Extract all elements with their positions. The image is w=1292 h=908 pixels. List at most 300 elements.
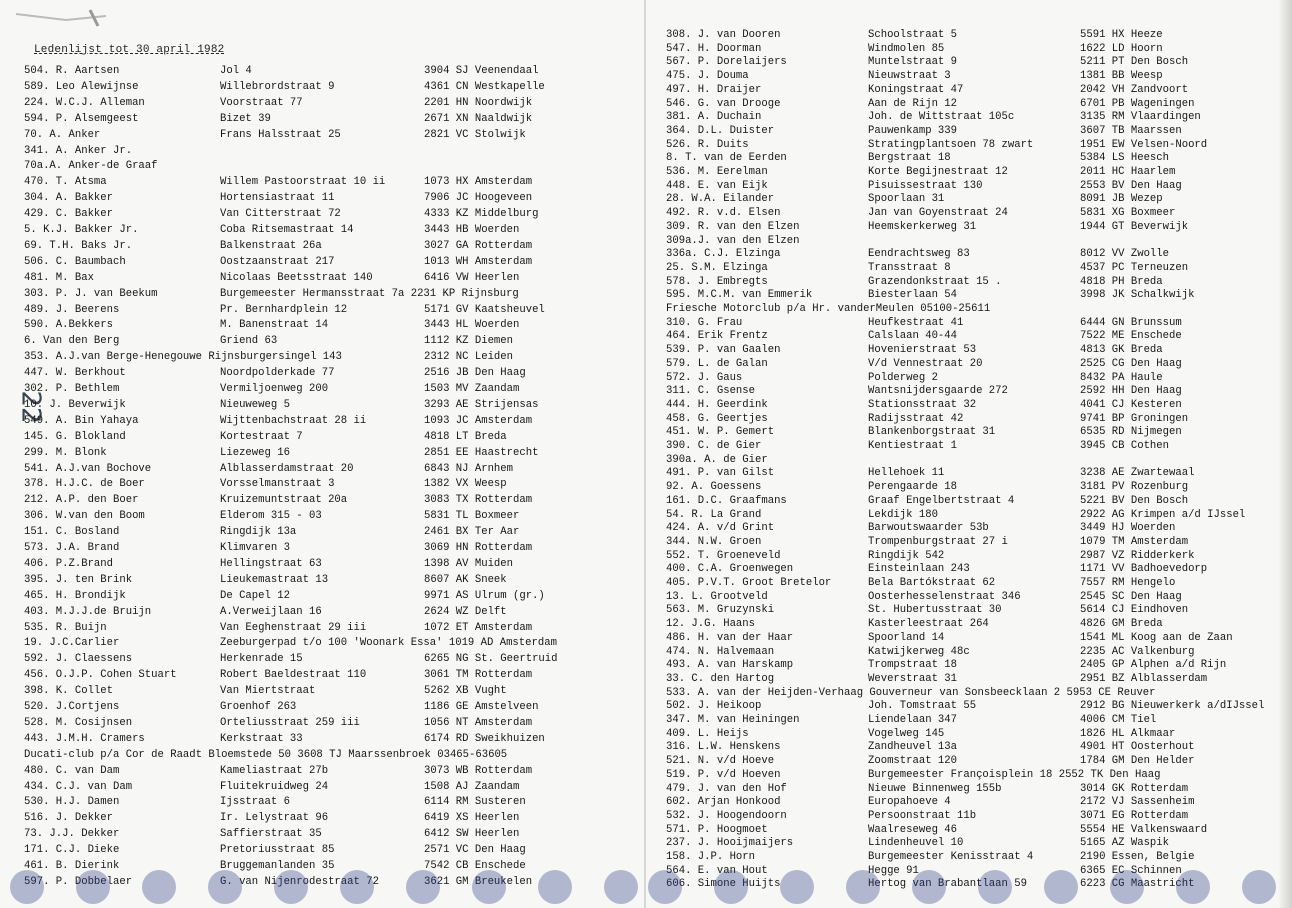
member-postcode-city: 2190 Essen, Belgie: [1080, 851, 1195, 863]
member-address: Hellingstraat 63: [220, 557, 322, 570]
member-row: [0, 477, 646, 491]
member-address: Windmolen 85: [868, 42, 945, 55]
member-row: [0, 128, 646, 142]
member-address: Willebrordstraat 9: [220, 80, 335, 93]
member-address: Pauwenkamp 339: [868, 124, 958, 137]
member-address: Griend 63: [220, 335, 278, 348]
member-row: [0, 144, 646, 158]
member-row: [0, 207, 646, 221]
member-row: [646, 371, 1292, 385]
member-postcode-city: 7542 CB Enschede: [424, 860, 526, 872]
member-row: [646, 795, 1292, 809]
member-name: 519. P. v/d Hoeven: [666, 768, 781, 781]
member-row: [0, 318, 646, 332]
member-row: [646, 850, 1292, 864]
member-row: [0, 223, 646, 237]
member-postcode-city: 1826 HL Alkmaar: [1080, 727, 1176, 740]
member-postcode-city: 2912 BG Nieuwerkerk a/dIJssel: [1080, 700, 1265, 713]
member-postcode-city: 2461 BX Ter Aar: [424, 526, 520, 539]
member-address: Zeeburgerpad t/o 100 'Woonark Essa' 1019 AD Amsterdam: [220, 637, 557, 650]
member-row: [646, 302, 1292, 316]
member-address: Robert Baeldestraat 110: [220, 669, 367, 682]
member-row: [0, 430, 646, 444]
member-postcode-city: 2624 WZ Delft: [424, 605, 507, 618]
member-postcode-city: 3621 GM Breukelen: [424, 875, 533, 888]
member-postcode-city: 5221 BV Den Bosch: [1080, 494, 1189, 507]
member-name: 546. G. van Drooge: [666, 97, 781, 110]
member-address: Heufkestraat 41: [868, 316, 964, 329]
member-name: 306. W.van den Boom: [24, 510, 145, 523]
member-name: 520. J.Cortjens: [24, 701, 120, 713]
member-postcode-city: 8432 PA Haule: [1080, 371, 1163, 384]
member-address: Kasterleestraat 264: [868, 618, 989, 631]
member-row: [646, 617, 1292, 631]
member-row: [0, 668, 646, 682]
punch-hole: [846, 870, 880, 904]
member-address: Grazendonkstraat 15 .: [868, 275, 1002, 288]
member-name: 28. W.A. Eilander: [666, 193, 775, 206]
member-address: Waalreseweg 46: [868, 823, 958, 836]
member-address: Lieukemastraat 13: [220, 573, 329, 586]
member-row: [646, 658, 1292, 672]
member-row: [646, 151, 1292, 165]
member-address: Schoolstraat 5: [868, 29, 958, 41]
member-postcode-city: 2987 VZ Ridderkerk: [1080, 549, 1195, 562]
member-row: [0, 271, 646, 285]
member-postcode-city: 5831 XG Boxmeer: [1080, 207, 1176, 220]
punch-hole: [912, 870, 946, 904]
member-address: Pr. Bernhardplein 12: [220, 303, 348, 316]
member-postcode-city: 2671 XN Naaldwijk: [424, 112, 533, 125]
member-row: [646, 727, 1292, 741]
member-name: 409. L. Heijs: [666, 727, 749, 740]
member-address: Burgemeester Kenisstraat 4: [868, 851, 1034, 863]
member-name: 161. D.C. Graafmans: [666, 494, 787, 507]
member-postcode-city: 6535 RD Nijmegen: [1080, 426, 1182, 439]
member-address: Elderom 315 - 03: [220, 510, 322, 523]
member-address: Van Eeghenstraat 29 iii: [220, 621, 367, 634]
member-row: [0, 350, 646, 364]
member-address: Pisuissestraat 130: [868, 179, 983, 192]
member-name: 443. J.M.H. Cramers: [24, 732, 145, 745]
member-name: 398. K. Collet: [24, 685, 114, 698]
member-row: [646, 206, 1292, 220]
member-address: Jol 4: [220, 65, 252, 77]
member-row: [646, 549, 1292, 563]
member-row: [0, 96, 646, 110]
member-row: [646, 179, 1292, 193]
punch-hole: [1242, 870, 1276, 904]
member-address: St. Hubertusstraat 30: [868, 604, 1002, 617]
member-postcode-city: 1541 ML Koog aan de Zaan: [1080, 631, 1233, 644]
member-postcode-city: 1072 ET Amsterdam: [424, 621, 533, 634]
member-name: 73. J.J. Dekker: [24, 828, 120, 841]
member-postcode-city: 2951 BZ Alblasserdam: [1080, 672, 1208, 685]
member-row: [0, 80, 646, 94]
member-postcode-city: 3449 HJ Woerden: [1080, 522, 1176, 535]
member-name: 70a.A. Anker-de Graaf: [24, 160, 158, 173]
member-name: 341. A. Anker Jr.: [24, 144, 133, 157]
member-address: Calslaan 40-44: [868, 330, 958, 343]
member-name: 497. H. Draijer: [666, 83, 762, 96]
member-row: [0, 287, 646, 301]
member-postcode-city: 6416 VW Heerlen: [424, 271, 520, 284]
member-row: [646, 343, 1292, 357]
member-address: Orteliusstraat 259 iii: [220, 716, 360, 729]
member-name: Ducati-club p/a Cor de Raadt Bloemstede 50 3608 TJ Maarssenbroek 03465-63605: [24, 748, 508, 761]
member-address: Wijttenbachstraat 28 ii: [220, 414, 367, 427]
member-postcode-city: 5211 PT Den Bosch: [1080, 56, 1189, 69]
member-name: 579. L. de Galan: [666, 357, 768, 370]
member-postcode-city: 1079 TM Amsterdam: [1080, 535, 1189, 548]
member-row: [646, 384, 1292, 398]
member-address: Nieuwe Binnenweg 155b: [868, 782, 1002, 795]
member-name: 70. A. Anker: [24, 128, 101, 141]
member-row: [646, 192, 1292, 206]
member-postcode-city: 5554 HE Valkenswaard: [1080, 823, 1208, 836]
punch-hole: [208, 870, 242, 904]
member-row: [0, 525, 646, 539]
member-row: [646, 69, 1292, 83]
member-address: Perengaarde 18: [868, 481, 958, 494]
member-postcode-city: 2571 VC Den Haag: [424, 844, 526, 857]
member-postcode-city: 1073 HX Amsterdam: [424, 176, 533, 189]
member-name: 590. A.Bekkers: [24, 319, 114, 332]
member-address: Kruizemuntstraat 20a: [220, 494, 348, 507]
member-address: Van Citterstraat 72: [220, 208, 341, 221]
member-name: 474. N. Halvemaan: [666, 645, 775, 658]
member-postcode-city: 3061 TM Rotterdam: [424, 669, 533, 682]
member-row: [646, 329, 1292, 343]
member-row: [0, 748, 646, 762]
member-name: 602. Arjan Honkood: [666, 796, 781, 809]
member-address: Weverstraat 31: [868, 672, 958, 685]
member-row: [646, 768, 1292, 782]
member-name: 311. C. Gsense: [666, 385, 756, 398]
member-postcode-city: 3607 TB Maarssen: [1080, 124, 1182, 137]
member-address: Barwoutswaarder 53b: [868, 522, 989, 535]
right-page: [646, 0, 1292, 908]
member-name: 458. G. Geertjes: [666, 412, 768, 425]
member-name: 526. R. Duits: [666, 138, 749, 151]
member-address: A.Verweijlaan 16: [220, 605, 322, 618]
punch-hole: [648, 870, 682, 904]
punch-hole: [406, 870, 440, 904]
member-address: Ringdijk 542: [868, 549, 945, 562]
member-postcode-city: 9971 AS Ulrum (gr.): [424, 589, 545, 602]
member-postcode-city: 2922 AG Krimpen a/d IJssel: [1080, 508, 1246, 521]
member-address: Einsteinlaan 243: [868, 563, 970, 576]
member-address: Vogelweg 145: [868, 727, 945, 740]
member-address: Europahoeve 4: [868, 796, 951, 809]
member-address: Wantsnijdersgaarde 272: [868, 385, 1008, 398]
member-row: [646, 261, 1292, 275]
member-name: 589. Leo Alewijnse: [24, 80, 139, 93]
punch-hole: [472, 870, 506, 904]
member-row: [646, 220, 1292, 234]
member-postcode-city: 2821 VC Stolwijk: [424, 128, 526, 141]
member-name: 504. R. Aartsen: [24, 65, 120, 77]
member-address: Spoorlaan 31: [868, 193, 945, 206]
member-postcode-city: 2545 SC Den Haag: [1080, 590, 1182, 603]
member-name: 567. P. Dorelaijers: [666, 56, 787, 69]
member-name: 395. J. ten Brink: [24, 573, 133, 586]
member-postcode-city: 4361 CN Westkapelle: [424, 80, 545, 93]
member-row: [0, 843, 646, 857]
member-address: Oostzaanstraat 217: [220, 255, 335, 268]
member-postcode-city: 5614 CJ Eindhoven: [1080, 604, 1189, 617]
member-postcode-city: 5262 XB Vught: [424, 685, 507, 698]
member-name: 464. Erik Frentz: [666, 330, 768, 343]
member-postcode-city: 4901 HT Oosterhout: [1080, 741, 1195, 754]
member-name: 516. J. Dekker: [24, 812, 114, 825]
member-row: [646, 645, 1292, 659]
member-postcode-city: 4041 CJ Kesteren: [1080, 398, 1182, 411]
member-name: 405. P.V.T. Groot Bretelor: [666, 577, 832, 589]
member-row: [646, 110, 1292, 124]
member-name: 381. A. Duchain: [666, 111, 762, 124]
member-postcode-city: 2525 CG Den Haag: [1080, 357, 1182, 370]
punch-hole: [76, 870, 110, 904]
member-address: M. Banenstraat 14: [220, 319, 329, 332]
member-postcode-city: 4818 PH Breda: [1080, 275, 1163, 288]
member-address: Spoorland 14: [868, 631, 945, 644]
member-address: Willem Pastoorstraat 10 ii: [220, 176, 386, 189]
member-row: [646, 453, 1292, 467]
member-name: 158. J.P. Horn: [666, 851, 756, 863]
member-address: Lekdijk 180: [868, 508, 938, 521]
member-name: 353. A.J.van Berge-Henegouwe Rijnsburgersingel 143: [24, 351, 342, 364]
member-postcode-city: 7906 JC Hoogeveen: [424, 192, 533, 205]
member-address: Frans Halsstraat 25: [220, 128, 341, 141]
member-row: [0, 780, 646, 794]
member-postcode-city: 5831 TL Boxmeer: [424, 510, 520, 523]
member-name: 336a. C.J. Elzinga: [666, 248, 781, 261]
member-address: Oosterhesselenstraat 346: [868, 590, 1021, 603]
member-address: Groenhof 263: [220, 701, 297, 713]
member-name: 533. A. van der Heijden-Verhaag Gouverneur van Sonsbeecklaan 2 5953 CE Reuver: [666, 686, 1156, 699]
member-address: Coba Ritsemastraat 14: [220, 224, 354, 236]
member-address: Graaf Engelbertstraat 4: [868, 494, 1015, 507]
member-postcode-city: 1186 GE Amstelveen: [424, 701, 539, 713]
member-name: 316. L.W. Henskens: [666, 741, 781, 754]
member-row: [0, 732, 646, 746]
member-address: Voorstraat 77: [220, 96, 303, 109]
member-address: Hellehoek 11: [868, 467, 945, 480]
member-row: [0, 112, 646, 126]
member-postcode-city: 1171 VV Badhoevedorp: [1080, 563, 1208, 576]
member-address: Nieuweweg 5: [220, 398, 290, 411]
member-name: 33. C. den Hartog: [666, 672, 775, 685]
member-address: Saffierstraat 35: [220, 828, 322, 841]
member-address: Katwijkerweg 48c: [868, 645, 970, 658]
member-postcode-city: 1503 MV Zaandam: [424, 383, 520, 395]
member-row: [0, 795, 646, 809]
member-name: 406. P.Z.Brand: [24, 557, 114, 570]
member-row: [0, 493, 646, 507]
member-postcode-city: 1622 LD Hoorn: [1080, 42, 1163, 55]
member-name: 597. P. Dobbelaer: [24, 875, 133, 888]
member-name: 403. M.J.J.de Bruijn: [24, 605, 152, 618]
member-postcode-city: 7522 ME Enschede: [1080, 330, 1182, 343]
punch-holes: [646, 870, 1292, 906]
member-row: [646, 124, 1292, 138]
member-row: [0, 303, 646, 317]
member-address: Transstraat 8: [868, 261, 951, 274]
member-address: Korte Begijnestraat 12: [868, 166, 1008, 178]
member-name: 6. Van den Berg: [24, 335, 120, 348]
member-row: [646, 138, 1292, 152]
member-postcode-city: 1951 EW Velsen-Noord: [1080, 138, 1208, 151]
member-address: Stratingplantsoen 78 zwart: [868, 138, 1034, 151]
punch-holes: [0, 870, 646, 906]
member-address: Persoonstraat 11b: [868, 809, 977, 822]
member-address: Nicolaas Beetsstraat 140: [220, 271, 373, 284]
member-address: Vorsselmanstraat 3: [220, 478, 335, 491]
member-postcode-city: 6365 EC Schinnen: [1080, 864, 1182, 877]
member-row: [646, 97, 1292, 111]
member-postcode-city: 6174 RD Sweikhuizen: [424, 732, 545, 745]
member-address: Hovenierstraat 53: [868, 344, 977, 357]
member-address: Aan de Rijn 12: [868, 97, 958, 110]
member-name: 303. P. J. van Beekum: [24, 287, 158, 300]
member-row: [0, 446, 646, 460]
member-row: [0, 382, 646, 396]
member-row: [646, 55, 1292, 69]
member-row: [646, 631, 1292, 645]
member-row: [646, 42, 1292, 56]
member-postcode-city: 1508 AJ Zaandam: [424, 780, 520, 793]
member-name: 400. C.A. Groenwegen: [666, 563, 794, 576]
member-row: [646, 535, 1292, 549]
member-postcode-city: 8091 JB Wezep: [1080, 193, 1163, 206]
member-address: Koningstraat 47: [868, 83, 964, 96]
member-address: Stationsstraat 32: [868, 398, 977, 411]
member-name: 578. J. Embregts: [666, 275, 768, 288]
member-row: [646, 713, 1292, 727]
member-row: [646, 275, 1292, 289]
member-postcode-city: 1398 AV Muiden: [424, 557, 514, 570]
member-address: Ijsstraat 6: [220, 796, 290, 809]
member-address: Joh. Tomstraat 55: [868, 700, 977, 713]
member-name: 451. W. P. Gemert: [666, 426, 775, 439]
member-name: 447. W. Berkhout: [24, 367, 126, 380]
member-address: Nieuwstraat 3: [868, 70, 951, 83]
member-row: [646, 686, 1292, 700]
member-name: 344. N.W. Groen: [666, 535, 762, 548]
member-address: Vermiljoenweg 200: [220, 383, 329, 395]
member-name: 69. T.H. Baks Jr.: [24, 239, 133, 252]
member-row: [646, 425, 1292, 439]
member-name: 470. T. Atsma: [24, 176, 107, 189]
member-name: 456. O.J.P. Cohen Stuart: [24, 669, 177, 682]
member-name: 573. J.A. Brand: [24, 542, 120, 554]
member-name: 364. D.L. Duister: [666, 124, 775, 137]
member-address: Burgemeester Hermansstraat 7a 2231 KP Rijnsburg: [220, 287, 519, 300]
member-address: Polderweg 2: [868, 371, 938, 384]
member-postcode-city: 2011 HC Haarlem: [1080, 166, 1176, 178]
member-postcode-city: 1056 NT Amsterdam: [424, 716, 533, 729]
member-name: 549. A. Bin Yahaya: [24, 414, 139, 427]
member-row: [0, 239, 646, 253]
member-row: [0, 414, 646, 428]
member-postcode-city: 3293 AE Strijensas: [424, 398, 539, 411]
member-name: 212. A.P. den Boer: [24, 494, 139, 507]
member-postcode-city: 1784 GM Den Helder: [1080, 755, 1195, 768]
member-name: 491. P. van Gilst: [666, 467, 775, 480]
member-postcode-city: 2592 HH Den Haag: [1080, 385, 1182, 398]
member-row: [0, 366, 646, 380]
member-postcode-city: 3014 GK Rotterdam: [1080, 782, 1189, 795]
member-name: 13. L. Grootveld: [666, 590, 768, 603]
member-name: 571. P. Hoogmoet: [666, 823, 768, 836]
member-postcode-city: 5171 GV Kaatsheuvel: [424, 303, 545, 316]
member-name: 536. M. Eerelman: [666, 166, 768, 178]
member-address: Trompstraat 18: [868, 659, 958, 672]
member-postcode-city: 6265 NG St. Geertruid: [424, 653, 558, 666]
member-address: Trompenburgstraat 27 i: [868, 535, 1008, 548]
member-address: Burgemeester Françoisplein 18 2552 TK Den Haag: [868, 768, 1161, 781]
member-name: 92. A. Goessens: [666, 481, 762, 494]
member-postcode-city: 4813 GK Breda: [1080, 344, 1163, 357]
member-name: 25. S.M. Elzinga: [666, 261, 768, 274]
member-postcode-city: 8012 VV Zwolle: [1080, 248, 1170, 261]
member-address: Liendelaan 347: [868, 714, 958, 726]
member-address: Liezeweg 16: [220, 446, 290, 459]
page-title: Ledenlijst tot 30 april 1982: [34, 44, 225, 56]
member-postcode-city: 2235 AC Valkenburg: [1080, 645, 1195, 658]
member-name: 547. H. Doorman: [666, 42, 762, 55]
member-address: Biesterlaan 54: [868, 289, 958, 302]
member-address: Kameliastraat 27b: [220, 764, 329, 777]
member-name: 486. H. van der Haar: [666, 631, 794, 644]
member-name: 465. H. Brondijk: [24, 589, 126, 602]
member-row: [646, 466, 1292, 480]
member-name: 302. P. Bethlem: [24, 383, 120, 395]
member-address: Muntelstraat 9: [868, 56, 958, 69]
member-postcode-city: 5591 HX Heeze: [1080, 29, 1163, 41]
member-row: [0, 811, 646, 825]
member-name: 10. J. Beverwijk: [24, 398, 126, 411]
member-postcode-city: 2516 JB Den Haag: [424, 367, 526, 380]
member-postcode-city: 3904 SJ Veenendaal: [424, 65, 539, 77]
member-postcode-city: 4006 CM Tiel: [1080, 714, 1157, 726]
member-postcode-city: 6114 RM Susteren: [424, 796, 526, 809]
member-address: Blankenborgstraat 31: [868, 426, 996, 439]
member-row: [646, 508, 1292, 522]
member-row: [0, 64, 646, 78]
member-row: [646, 357, 1292, 371]
member-name: 502. J. Heikoop: [666, 700, 762, 713]
member-postcode-city: 9741 BP Groningen: [1080, 412, 1189, 425]
member-name: 461. B. Dierink: [24, 860, 120, 872]
punch-hole: [142, 870, 176, 904]
member-name: 310. G. Frau: [666, 316, 743, 329]
member-name: 475. J. Douma: [666, 70, 749, 83]
member-address: Heemskerkerweg 31: [868, 220, 977, 233]
member-name: 572. J. Gaus: [666, 371, 743, 384]
member-address: Herkenrade 15: [220, 653, 303, 666]
member-postcode-city: 6412 SW Heerlen: [424, 828, 520, 841]
member-name: 521. N. v/d Hoeve: [666, 755, 775, 768]
member-row: [646, 521, 1292, 535]
member-address: V/d Vennestraat 20: [868, 357, 983, 370]
member-row: [0, 700, 646, 714]
member-row: [646, 247, 1292, 261]
member-name: 489. J. Beerens: [24, 303, 120, 316]
member-name: 541. A.J.van Bochove: [24, 462, 152, 475]
member-address: Balkenstraat 26a: [220, 239, 322, 252]
